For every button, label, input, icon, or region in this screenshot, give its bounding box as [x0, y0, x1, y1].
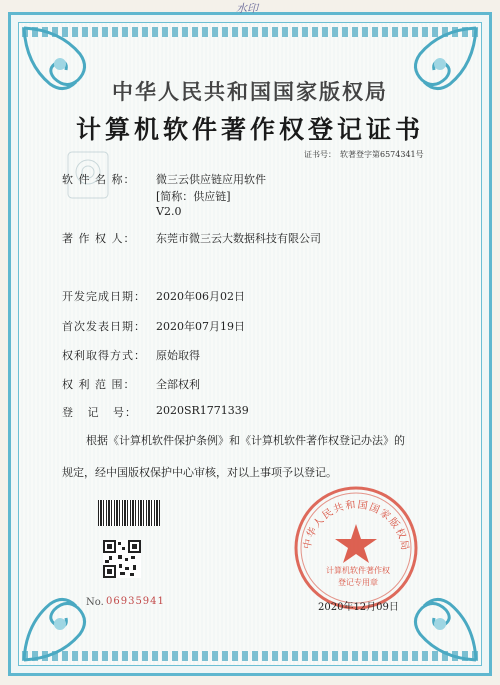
registration-number-label: 登 记 号： [62, 406, 137, 419]
seal-text-line-1: 计算机软件著作权 [326, 566, 390, 575]
acquisition-method: 原始取得 [156, 349, 200, 362]
issuing-authority: 中华人民共和国国家版权局 [112, 79, 388, 104]
corner-ornament-bottom-left [20, 580, 104, 664]
first-published-date: 2020年07月19日 [156, 320, 245, 333]
official-seal-stamp-icon [292, 484, 420, 612]
barcode-icon [98, 500, 160, 526]
first-published-label: 首次发表日期： [62, 320, 146, 333]
software-short-name: [简称：供应链] [156, 190, 231, 203]
statement-line-2: 规定，经中国版权保护中心审核，对以上事项予以登记。 [62, 466, 337, 479]
software-name: 微三云供应链应用软件 [156, 173, 266, 186]
software-version: V2.0 [156, 205, 182, 218]
serial-number: 06935941 [106, 596, 165, 607]
certificate-number [304, 149, 424, 160]
rights-scope: 全部权利 [156, 378, 200, 391]
dev-completed-date: 2020年06月02日 [156, 290, 245, 303]
statement-line-1: 根据《计算机软件保护条例》和《计算机软件著作权登记办法》的 [86, 434, 405, 447]
copyright-holder: 东莞市微三云大数据科技有限公司 [156, 232, 321, 245]
dev-completed-label: 开发完成日期： [62, 290, 146, 303]
copyright-holder-label: 著 作 权 人： [62, 232, 136, 245]
rights-scope-label: 权 利 范 围： [62, 378, 136, 391]
certificate-number-value: 软著登字第6574341号 [340, 150, 424, 159]
seal-authority-name: 中华人民共和国国家版权局 [302, 499, 411, 553]
certificate-number-label: 证书号： [304, 150, 336, 159]
registration-number: 2020SR1771339 [156, 404, 249, 417]
acquisition-method-label: 权利取得方式： [62, 349, 146, 362]
certificate-title: 计算机软件著作权登记证书 [75, 115, 424, 144]
qr-code-icon [103, 540, 141, 578]
software-name-label: 软 件 名 称： [62, 173, 136, 186]
serial-number-label: No. [86, 597, 104, 608]
issue-date: 2020年12月09日 [318, 602, 399, 613]
seal-text-line-2: 登记专用章 [338, 578, 378, 587]
handwritten-note: 水印 [236, 2, 258, 15]
